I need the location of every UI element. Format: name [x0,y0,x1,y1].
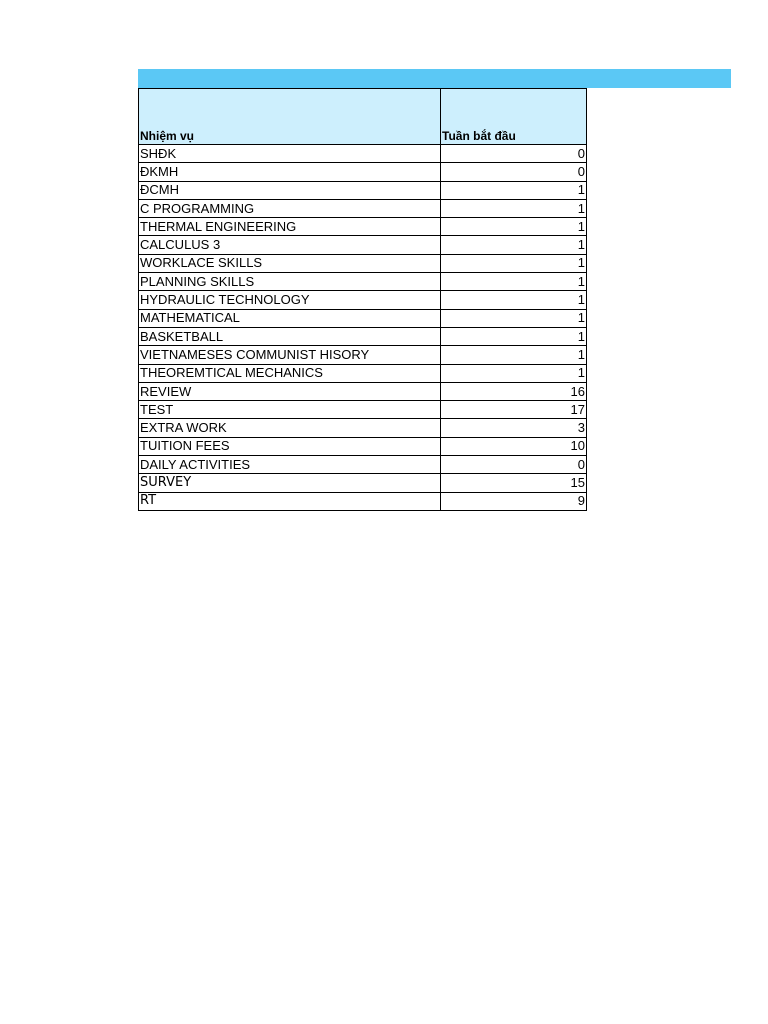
start-week-cell[interactable]: 15 [441,474,587,492]
task-cell[interactable]: RT [139,492,441,510]
task-cell[interactable]: HYDRAULIC TECHNOLOGY [139,291,441,309]
header-task[interactable]: Nhiệm vụ [139,89,441,145]
task-cell[interactable]: WORKLACE SKILLS [139,254,441,272]
task-cell[interactable]: EXTRA WORK [139,419,441,437]
start-week-cell[interactable]: 10 [441,437,587,455]
title-bar [138,69,731,88]
start-week-cell[interactable]: 1 [441,309,587,327]
task-cell[interactable]: MATHEMATICAL [139,309,441,327]
task-cell[interactable]: CALCULUS 3 [139,236,441,254]
start-week-cell[interactable]: 1 [441,236,587,254]
table-row [139,199,587,217]
task-table [138,88,587,511]
start-week-cell[interactable]: 17 [441,401,587,419]
task-cell[interactable]: BASKETBALL [139,327,441,345]
table-row [139,364,587,382]
table-row [139,218,587,236]
start-week-cell[interactable]: 0 [441,456,587,474]
task-cell[interactable]: REVIEW [139,382,441,400]
table-row [139,181,587,199]
task-cell[interactable]: C PROGRAMMING [139,199,441,217]
task-cell[interactable]: ĐKMH [139,163,441,181]
task-cell[interactable]: SHĐK [139,145,441,163]
table-row [139,474,587,492]
start-week-cell[interactable]: 9 [441,492,587,510]
table-row [139,492,587,510]
table-row [139,401,587,419]
start-week-cell[interactable]: 1 [441,291,587,309]
start-week-cell[interactable]: 1 [441,273,587,291]
table-row [139,273,587,291]
task-cell[interactable]: ĐCMH [139,181,441,199]
start-week-cell[interactable]: 3 [441,419,587,437]
start-week-cell[interactable]: 0 [441,163,587,181]
task-cell[interactable]: TUITION FEES [139,437,441,455]
start-week-cell[interactable]: 0 [441,145,587,163]
start-week-cell[interactable]: 1 [441,346,587,364]
task-cell[interactable]: THERMAL ENGINEERING [139,218,441,236]
task-cell[interactable]: THEOREMTICAL MECHANICS [139,364,441,382]
table-row [139,309,587,327]
table-row [139,163,587,181]
task-cell[interactable]: PLANNING SKILLS [139,273,441,291]
table-body [139,145,587,511]
task-cell[interactable]: SURVEY [139,474,441,492]
task-cell[interactable]: VIETNAMESES COMMUNIST HISORY [139,346,441,364]
start-week-cell[interactable]: 1 [441,181,587,199]
table-row [139,327,587,345]
table-row [139,437,587,455]
task-cell[interactable]: TEST [139,401,441,419]
start-week-cell[interactable]: 1 [441,254,587,272]
table-row [139,346,587,364]
table-row [139,456,587,474]
start-week-cell[interactable]: 16 [441,382,587,400]
table-row [139,254,587,272]
header-start-week[interactable]: Tuần bắt đầu [441,89,587,145]
table-row [139,236,587,254]
start-week-cell[interactable]: 1 [441,218,587,236]
start-week-cell[interactable]: 1 [441,199,587,217]
table-row [139,291,587,309]
table-row [139,145,587,163]
table-row [139,419,587,437]
start-week-cell[interactable]: 1 [441,327,587,345]
table-row [139,382,587,400]
header-row [139,89,587,145]
task-cell[interactable]: DAILY ACTIVITIES [139,456,441,474]
start-week-cell[interactable]: 1 [441,364,587,382]
